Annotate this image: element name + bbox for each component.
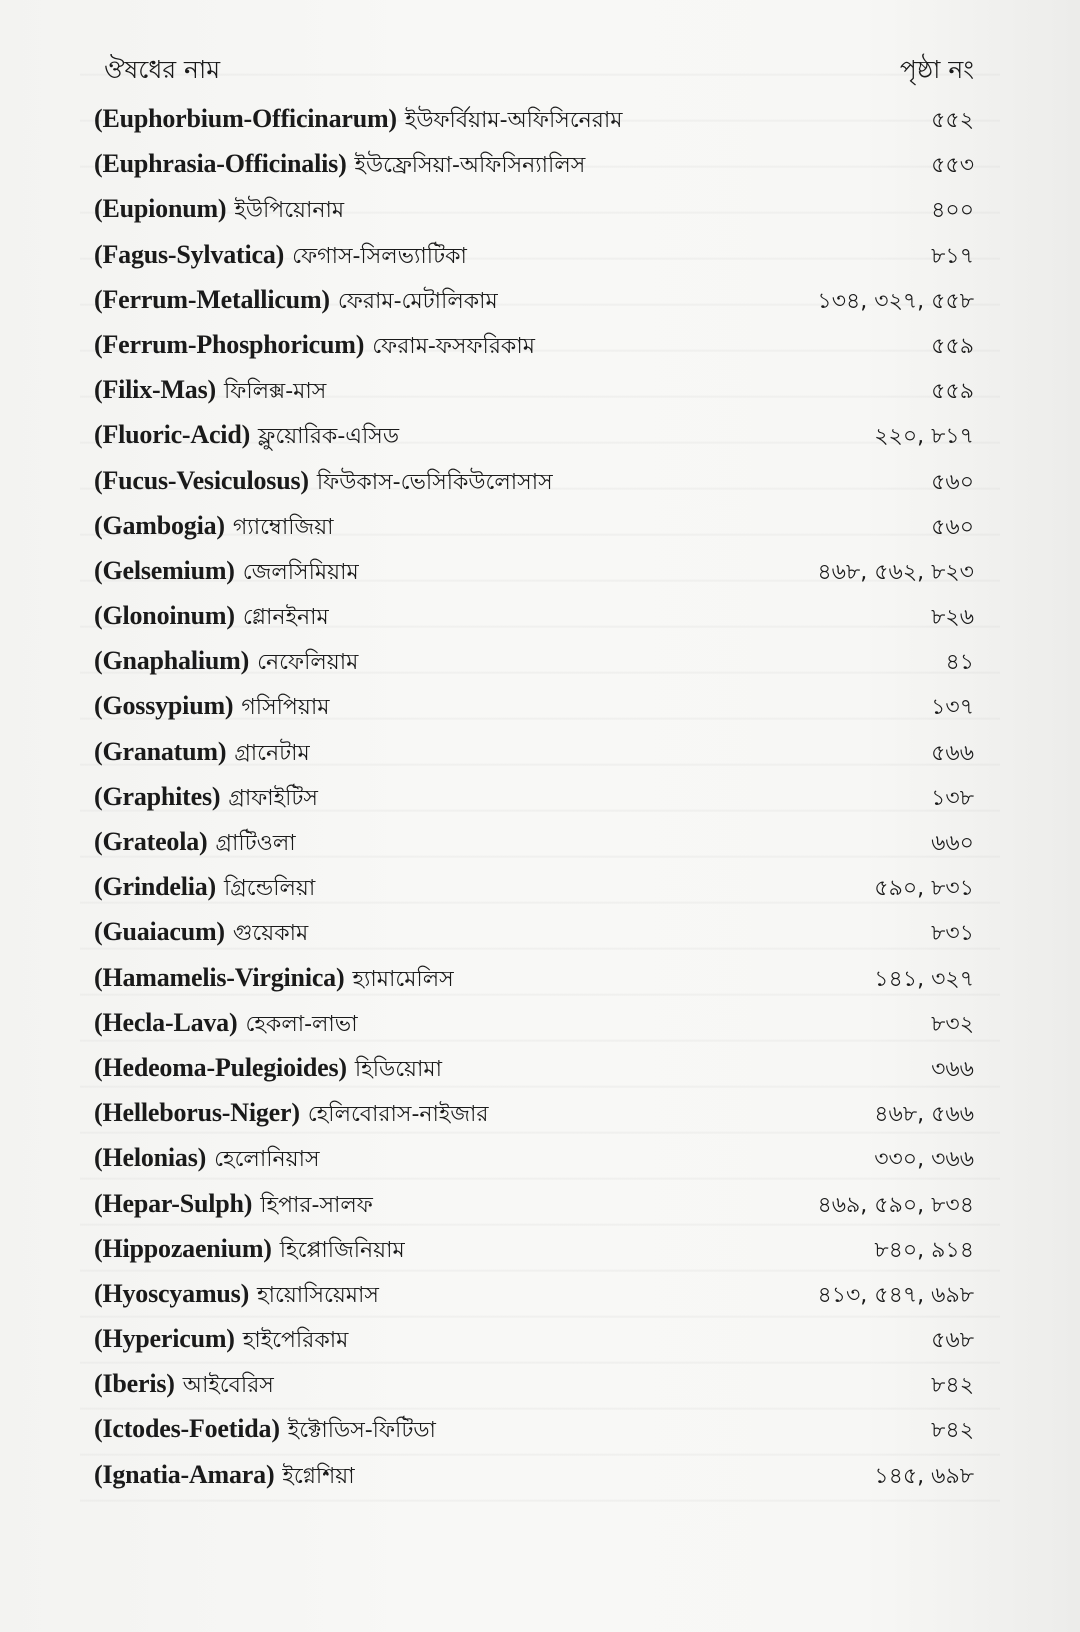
latin-name: (Fagus-Sylvatica) — [94, 239, 285, 269]
bengali-name: হায়োসিয়েমাস — [257, 1282, 379, 1308]
latin-name: (Fucus-Vesiculosus) — [94, 465, 309, 495]
index-row — [94, 412, 974, 457]
bengali-name: ফিলিক্স-মাস — [224, 379, 327, 405]
bengali-name: ইক্টোডিস-ফিটিডা — [287, 1418, 436, 1444]
index-row — [94, 367, 974, 412]
medicine-name — [94, 1452, 355, 1499]
medicine-name — [94, 1181, 373, 1228]
bengali-name: গ্লোনইনাম — [242, 605, 329, 631]
medicine-name — [94, 1045, 442, 1092]
medicine-name — [94, 141, 585, 188]
bengali-name: ফ্লুয়োরিক-এসিড — [258, 424, 400, 450]
latin-name: (Gossypium) — [94, 691, 234, 721]
index-row — [94, 1361, 974, 1406]
latin-name: (Gnaphalium) — [94, 646, 250, 676]
medicine-name — [94, 232, 467, 279]
page-numbers: ৪০০ — [931, 198, 974, 224]
page-numbers: ২২০, ৮১৭ — [874, 424, 974, 450]
bengali-name: গুয়েকাম — [232, 921, 309, 947]
index-header — [94, 50, 974, 96]
latin-name: (Gelsemium) — [94, 555, 235, 585]
index-row — [94, 277, 974, 322]
latin-name: (Fluoric-Acid) — [94, 420, 251, 450]
medicine-name — [94, 1316, 348, 1363]
bengali-name: গ্রিন্ডেলিয়া — [224, 876, 316, 902]
latin-name: (Hedeoma-Pulegioides) — [94, 1052, 347, 1082]
latin-name: (Helonias) — [94, 1143, 207, 1173]
medicine-name — [94, 955, 454, 1002]
page-numbers: ৬৬০ — [931, 831, 974, 856]
bengali-name: হেকলা-লাভা — [245, 1011, 358, 1037]
bengali-name: ফেরাম-ফসফরিকাম — [372, 333, 535, 359]
page-numbers: ৪৬৮, ৫৬৬ — [874, 1102, 974, 1128]
index-row — [94, 1045, 974, 1090]
page-numbers: ৫৫৯ — [931, 379, 974, 405]
latin-name: (Graphites) — [94, 781, 221, 811]
index-row — [94, 186, 974, 231]
medicine-name — [94, 503, 334, 550]
index-row — [94, 1000, 974, 1045]
medicine-name — [94, 864, 315, 911]
medicine-name — [94, 458, 553, 505]
latin-name: (Grindelia) — [94, 872, 217, 902]
latin-name: (Gambogia) — [94, 510, 225, 540]
bengali-name: হেলোনিয়াস — [214, 1147, 320, 1173]
index-row — [94, 548, 974, 593]
medicine-index — [94, 50, 974, 1497]
bengali-name: ইউপিয়োনাম — [234, 198, 345, 224]
latin-name: (Glonoinum) — [94, 601, 235, 631]
bengali-name: নেফেলিয়াম — [257, 650, 359, 676]
latin-name: (Ferrum-Phosphoricum) — [94, 329, 365, 359]
index-row — [94, 593, 974, 638]
index-row — [94, 1316, 974, 1361]
bengali-name: ফেরাম-মেটালিকাম — [337, 288, 498, 314]
bengali-name: হ্যামামেলিস — [352, 966, 454, 992]
bengali-name: ইগ্নেশিয়া — [282, 1463, 355, 1489]
index-row — [94, 729, 974, 774]
bengali-name: আইবেরিস — [182, 1373, 274, 1399]
page-numbers: ৮১৭ — [931, 243, 974, 269]
index-row — [94, 909, 974, 954]
page-numbers: ৫৫২ — [931, 108, 974, 133]
page-numbers: ১৪১, ৩২৭ — [874, 966, 974, 992]
page-numbers: ৪৬৮, ৫৬২, ৮২৩ — [817, 559, 974, 585]
page-numbers: ১৩৮ — [931, 785, 974, 811]
medicine-name — [94, 412, 399, 459]
medicine-name — [94, 638, 358, 685]
index-row — [94, 458, 974, 503]
index-row — [94, 141, 974, 186]
page-numbers: ১৪৫, ৬৯৮ — [874, 1463, 974, 1489]
page-numbers: ৪১৩, ৫৪৭, ৬৯৮ — [817, 1282, 974, 1308]
bengali-name: গসিপিয়াম — [241, 695, 330, 721]
bengali-name: ফিউকাস-ভেসিকিউলোসাস — [316, 469, 553, 495]
bengali-name: হেলিবোরাস-নাইজার — [307, 1102, 489, 1128]
bengali-name: ইউফ্রেসিয়া-অফিসিন্যালিস — [354, 153, 586, 179]
latin-name: (Hepar-Sulph) — [94, 1188, 253, 1218]
page-number-heading: পৃষ্ঠা নং — [899, 55, 974, 84]
medicine-name — [94, 1361, 274, 1408]
latin-name: (Ferrum-Metallicum) — [94, 284, 330, 314]
medicine-name — [94, 909, 308, 956]
latin-name: (Hyoscyamus) — [94, 1278, 250, 1308]
bengali-name: গ্রানেটাম — [234, 740, 310, 766]
index-row — [94, 774, 974, 819]
latin-name: (Hypericum) — [94, 1324, 235, 1354]
index-row — [94, 232, 974, 277]
latin-name: (Euphrasia-Officinalis) — [94, 149, 347, 179]
bengali-name: গ্রাটিওলা — [215, 831, 296, 856]
index-row — [94, 683, 974, 728]
latin-name: (Grateola) — [94, 827, 208, 856]
medicine-name — [94, 683, 329, 730]
latin-name: (Hippozaenium) — [94, 1233, 272, 1263]
index-row — [94, 96, 974, 141]
medicine-name — [94, 1271, 379, 1318]
page-numbers: ৮২৬ — [931, 605, 974, 631]
latin-name: (Hamamelis-Virginica) — [94, 962, 345, 992]
latin-name: (Hecla-Lava) — [94, 1007, 238, 1037]
bengali-name: হিপ্পোজিনিয়াম — [279, 1237, 405, 1263]
bengali-name: গ্রাফাইটিস — [228, 785, 318, 811]
index-row — [94, 322, 974, 367]
bengali-name: ফেগাস-সিলভ্যাটিকা — [292, 243, 467, 269]
index-row — [94, 955, 974, 1000]
latin-name: (Helleborus-Niger) — [94, 1098, 300, 1128]
latin-name: (Ictodes-Foetida) — [94, 1414, 280, 1444]
medicine-name — [94, 548, 359, 595]
medicine-name — [94, 96, 623, 143]
index-row — [94, 638, 974, 683]
page-numbers: ৫৫৯ — [931, 333, 974, 359]
bengali-name: হাইপেরিকাম — [242, 1328, 349, 1354]
medicine-name — [94, 819, 296, 866]
latin-name: (Eupionum) — [94, 194, 227, 224]
index-row — [94, 1452, 974, 1497]
medicine-name — [94, 593, 329, 640]
medicine-name — [94, 1135, 320, 1182]
medicine-name — [94, 277, 498, 324]
latin-name: (Granatum) — [94, 736, 227, 766]
medicine-name — [94, 367, 326, 414]
page-numbers: ৫৫৩ — [931, 153, 974, 179]
index-row — [94, 1271, 974, 1316]
page-numbers: ১৩৪, ৩২৭, ৫৫৮ — [817, 288, 974, 314]
index-rows — [94, 96, 974, 1497]
medicine-name — [94, 729, 310, 776]
bengali-name: হিডিয়োমা — [354, 1056, 442, 1082]
index-row — [94, 864, 974, 909]
page-numbers: ৩৬৬ — [931, 1056, 974, 1082]
page-numbers: ৫৬৮ — [931, 1328, 974, 1354]
page-numbers: ৫৬৬ — [931, 740, 974, 766]
page-numbers: ৮৩১ — [931, 921, 974, 947]
medicine-name-heading: ঔষধের নাম — [104, 55, 221, 84]
index-row — [94, 819, 974, 864]
index-row — [94, 1135, 974, 1180]
medicine-name — [94, 322, 535, 369]
medicine-name — [94, 1090, 489, 1137]
page-numbers: ১৩৭ — [931, 695, 974, 721]
medicine-name — [94, 1000, 358, 1047]
page-numbers: ৮৪২ — [931, 1373, 974, 1399]
medicine-name — [94, 186, 344, 233]
index-row — [94, 1090, 974, 1135]
latin-name: (Iberis) — [94, 1369, 175, 1399]
latin-name: (Filix-Mas) — [94, 375, 216, 405]
page-numbers: ৫৬০ — [931, 514, 974, 540]
page-numbers: ৮৩২ — [931, 1011, 974, 1037]
index-row — [94, 1181, 974, 1226]
bengali-name: ইউফর্বিয়াম-অফিসিনেরাম — [404, 108, 623, 133]
index-row — [94, 503, 974, 548]
page-numbers: ৫৯০, ৮৩১ — [874, 876, 974, 902]
bengali-name: গ্যাম্বোজিয়া — [232, 514, 334, 540]
medicine-name — [94, 1406, 436, 1453]
medicine-name — [94, 774, 318, 821]
medicine-name — [94, 1226, 405, 1273]
index-row — [94, 1226, 974, 1271]
page-numbers: ৮৪২ — [931, 1418, 974, 1444]
latin-name: (Euphorbium-Officinarum) — [94, 104, 397, 133]
index-row — [94, 1406, 974, 1451]
page-numbers: ৪১ — [945, 650, 974, 676]
page-numbers: ৫৬০ — [931, 469, 974, 495]
bengali-name: জেলসিমিয়াম — [242, 559, 359, 585]
latin-name: (Ignatia-Amara) — [94, 1459, 275, 1489]
page-numbers: ৮৪০, ৯১৪ — [874, 1237, 974, 1263]
bengali-name: হিপার-সালফ — [260, 1192, 373, 1218]
page-numbers: ৪৬৯, ৫৯০, ৮৩৪ — [817, 1192, 974, 1218]
page-numbers: ৩৩০, ৩৬৬ — [874, 1147, 974, 1173]
latin-name: (Guaiacum) — [94, 917, 225, 947]
